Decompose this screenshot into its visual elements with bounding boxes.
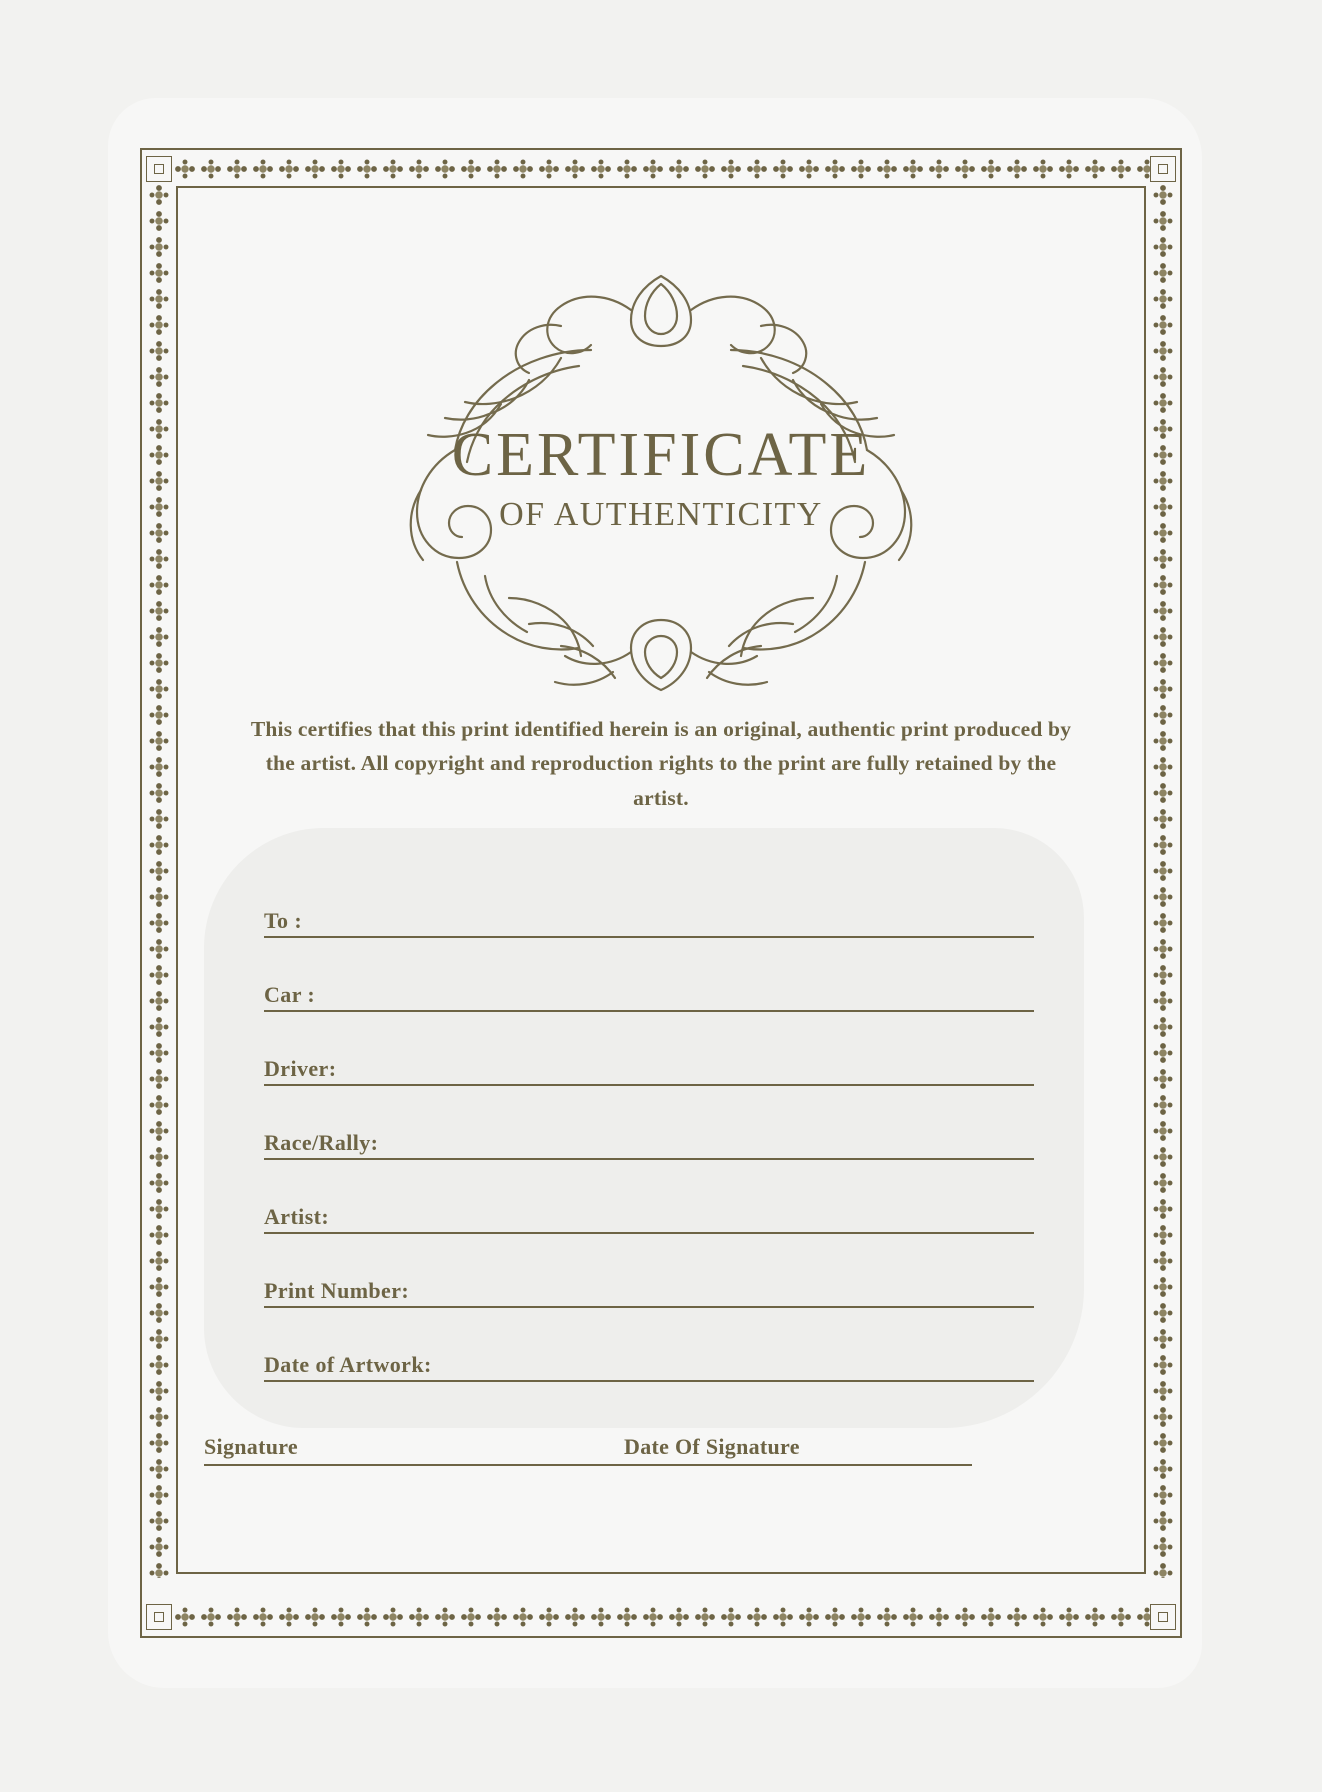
field-row <box>264 1242 1034 1316</box>
fields-list <box>264 872 1034 1390</box>
field-race-rally-label: Race/Rally: <box>264 1130 379 1155</box>
page-title: CERTIFICATE <box>451 421 871 489</box>
corner-ornament-top-right <box>1150 156 1176 182</box>
field-car-label: Car : <box>264 982 316 1007</box>
field-row <box>264 872 1034 946</box>
corner-ornament-bottom-right <box>1150 1604 1176 1630</box>
date-of-signature-label: Date Of Signature <box>624 1434 800 1459</box>
ornamental-border-bottom <box>172 1604 1150 1630</box>
field-row <box>264 946 1034 1020</box>
field-to-input[interactable] <box>328 910 1034 936</box>
title-block <box>186 421 1136 534</box>
corner-ornament-top-left <box>146 156 172 182</box>
page-subtitle: OF AUTHENTICITY <box>499 496 823 533</box>
field-print-number-line <box>264 1306 1034 1308</box>
field-driver-label: Driver: <box>264 1056 337 1081</box>
date-of-signature-block <box>624 1434 984 1466</box>
field-row <box>264 1020 1034 1094</box>
signature-label: Signature <box>204 1434 298 1459</box>
field-car-line <box>264 1010 1034 1012</box>
ornamental-border-left <box>146 182 172 1578</box>
field-car-input[interactable] <box>338 984 1034 1010</box>
corner-ornament-bottom-left <box>146 1604 172 1630</box>
field-driver-line <box>264 1084 1034 1086</box>
field-print-number-label: Print Number: <box>264 1278 410 1303</box>
field-race-rally-line <box>264 1158 1034 1160</box>
field-to-label: To : <box>264 908 303 933</box>
certificate-content <box>186 196 1136 1564</box>
field-artist-line <box>264 1232 1034 1234</box>
field-artist-label: Artist: <box>264 1204 330 1229</box>
certification-statement: This certifies that this print identified herein is an original, authentic print produced by the artist. All copyright and reproduction rights to the print are fully retained by the artist. <box>250 717 1072 810</box>
field-row <box>264 1168 1034 1242</box>
field-date-of-artwork-label: Date of Artwork: <box>264 1352 432 1377</box>
ornamental-border-right <box>1150 182 1176 1578</box>
field-print-number-input[interactable] <box>432 1280 1034 1306</box>
field-race-rally-input[interactable] <box>398 1132 1034 1158</box>
field-row <box>264 1094 1034 1168</box>
signature-area <box>204 1376 1118 1466</box>
field-to-line <box>264 936 1034 938</box>
field-artist-input[interactable] <box>348 1206 1034 1232</box>
signature-block <box>204 1434 624 1466</box>
ornamental-border-top <box>172 156 1150 182</box>
field-driver-input[interactable] <box>356 1058 1034 1084</box>
signature-line[interactable] <box>204 1464 972 1466</box>
